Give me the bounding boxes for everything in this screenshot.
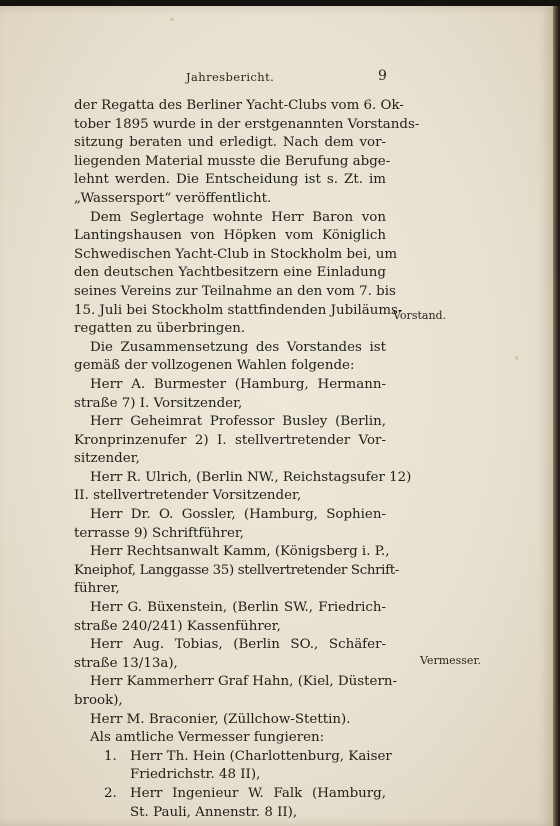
text-line: sitzung beraten und erledigt. Nach dem vor- — [74, 135, 386, 151]
page-edge-shadow — [553, 6, 560, 826]
text-line: straße 240/241) Kassenführer, — [74, 618, 281, 634]
text-line: den deutschen Yachtbesitzern eine Einladung — [74, 265, 386, 281]
list-item — [74, 748, 392, 767]
list-item-continuation: Friedrichstr. 48 II), — [130, 767, 261, 783]
running-title: Jahresbericht. — [186, 70, 275, 84]
page-header — [0, 70, 553, 90]
list-item — [74, 785, 386, 804]
text-line: Als amtliche Vermesser fungieren: — [90, 730, 325, 746]
text-line: II. stellvertretender Vorsitzender, — [74, 488, 302, 504]
text-line: Lantingshausen von Höpken vom Königlich — [74, 228, 386, 244]
text-line: Herr M. Braconier, (Züllchow-Stettin). — [90, 711, 351, 727]
text-line: der Regatta des Berliner Yacht-Clubs vom 6. Ok- — [74, 98, 404, 113]
list-item-text: Herr Th. Hein (Charlottenburg, Kaiser — [130, 748, 392, 764]
text-line: lehnt werden. Die Entscheidung ist s. Zt. im — [74, 172, 386, 188]
list-item-number: 2. — [104, 785, 117, 801]
text-line: Die Zusammensetzung des Vorstandes ist — [90, 339, 386, 355]
text-line: sitzender, — [74, 451, 140, 467]
text-line: Schwedischen Yacht-Club in Stockholm bei, um — [74, 246, 398, 262]
book-page — [0, 6, 553, 826]
text-line: „Wassersport“ veröffentlicht. — [74, 190, 272, 206]
margin-note-vorstand: Vorstand. — [393, 309, 447, 322]
list-item-continuation: St. Pauli, Annenstr. 8 II), — [130, 804, 298, 820]
text-line: Herr R. Ulrich, (Berlin NW., Reichstagsufer 12) — [90, 469, 412, 485]
text-line: seines Vereins zur Teilnahme an den vom 7. bis — [74, 283, 396, 299]
text-line: brook), — [74, 693, 123, 708]
margin-note-vermesser: Vermesser. — [420, 654, 481, 667]
text-line: Herr A. Burmester (Hamburg, Hermann- — [90, 376, 386, 392]
text-line: straße 13/13a), — [74, 655, 178, 671]
text-line: gemäß der vollzogenen Wahlen folgende: — [74, 358, 355, 374]
text-line: straße 7) I. Vorsitzender, — [74, 395, 243, 411]
text-line: Herr Kammerherr Graf Hahn, (Kiel, Düstern- — [90, 674, 398, 690]
text-line: liegenden Material musste die Berufung abge- — [74, 153, 391, 169]
paper-stain — [515, 356, 518, 360]
text-line: terrasse 9) Schriftführer, — [74, 525, 245, 541]
text-line: Herr G. Büxenstein, (Berlin SW., Friedrich- — [90, 600, 386, 616]
text-line: führer, — [74, 581, 120, 597]
text-line: Herr Rechtsanwalt Kamm, (Königsberg i. P., — [90, 544, 390, 560]
list-item-text: Herr Ingenieur W. Falk (Hamburg, — [130, 785, 386, 801]
page-number: 9 — [378, 68, 387, 84]
text-line: 15. Juli bei Stockholm stattfindenden Jubiläums- — [74, 302, 403, 318]
text-line: Herr Geheimrat Professor Busley (Berlin, — [90, 414, 386, 430]
text-line: Kronprinzenufer 2) I. stellvertretender Vor- — [74, 432, 386, 448]
paper-stain — [170, 18, 174, 21]
text-line: tober 1895 wurde in der erstgenannten Vorstands- — [74, 116, 420, 132]
text-line: regatten zu überbringen. — [74, 321, 246, 337]
list-item-number: 1. — [104, 748, 117, 764]
text-line: Dem Seglertage wohnte Herr Baron von — [90, 209, 386, 225]
text-line: Herr Dr. O. Gossler, (Hamburg, Sophien- — [90, 507, 386, 523]
text-line: Kneiphof, Langgasse 35) stellvertretender Schrift- — [74, 562, 399, 578]
body-text — [74, 97, 420, 822]
text-line: Herr Aug. Tobias, (Berlin SO., Schäfer- — [90, 637, 386, 653]
